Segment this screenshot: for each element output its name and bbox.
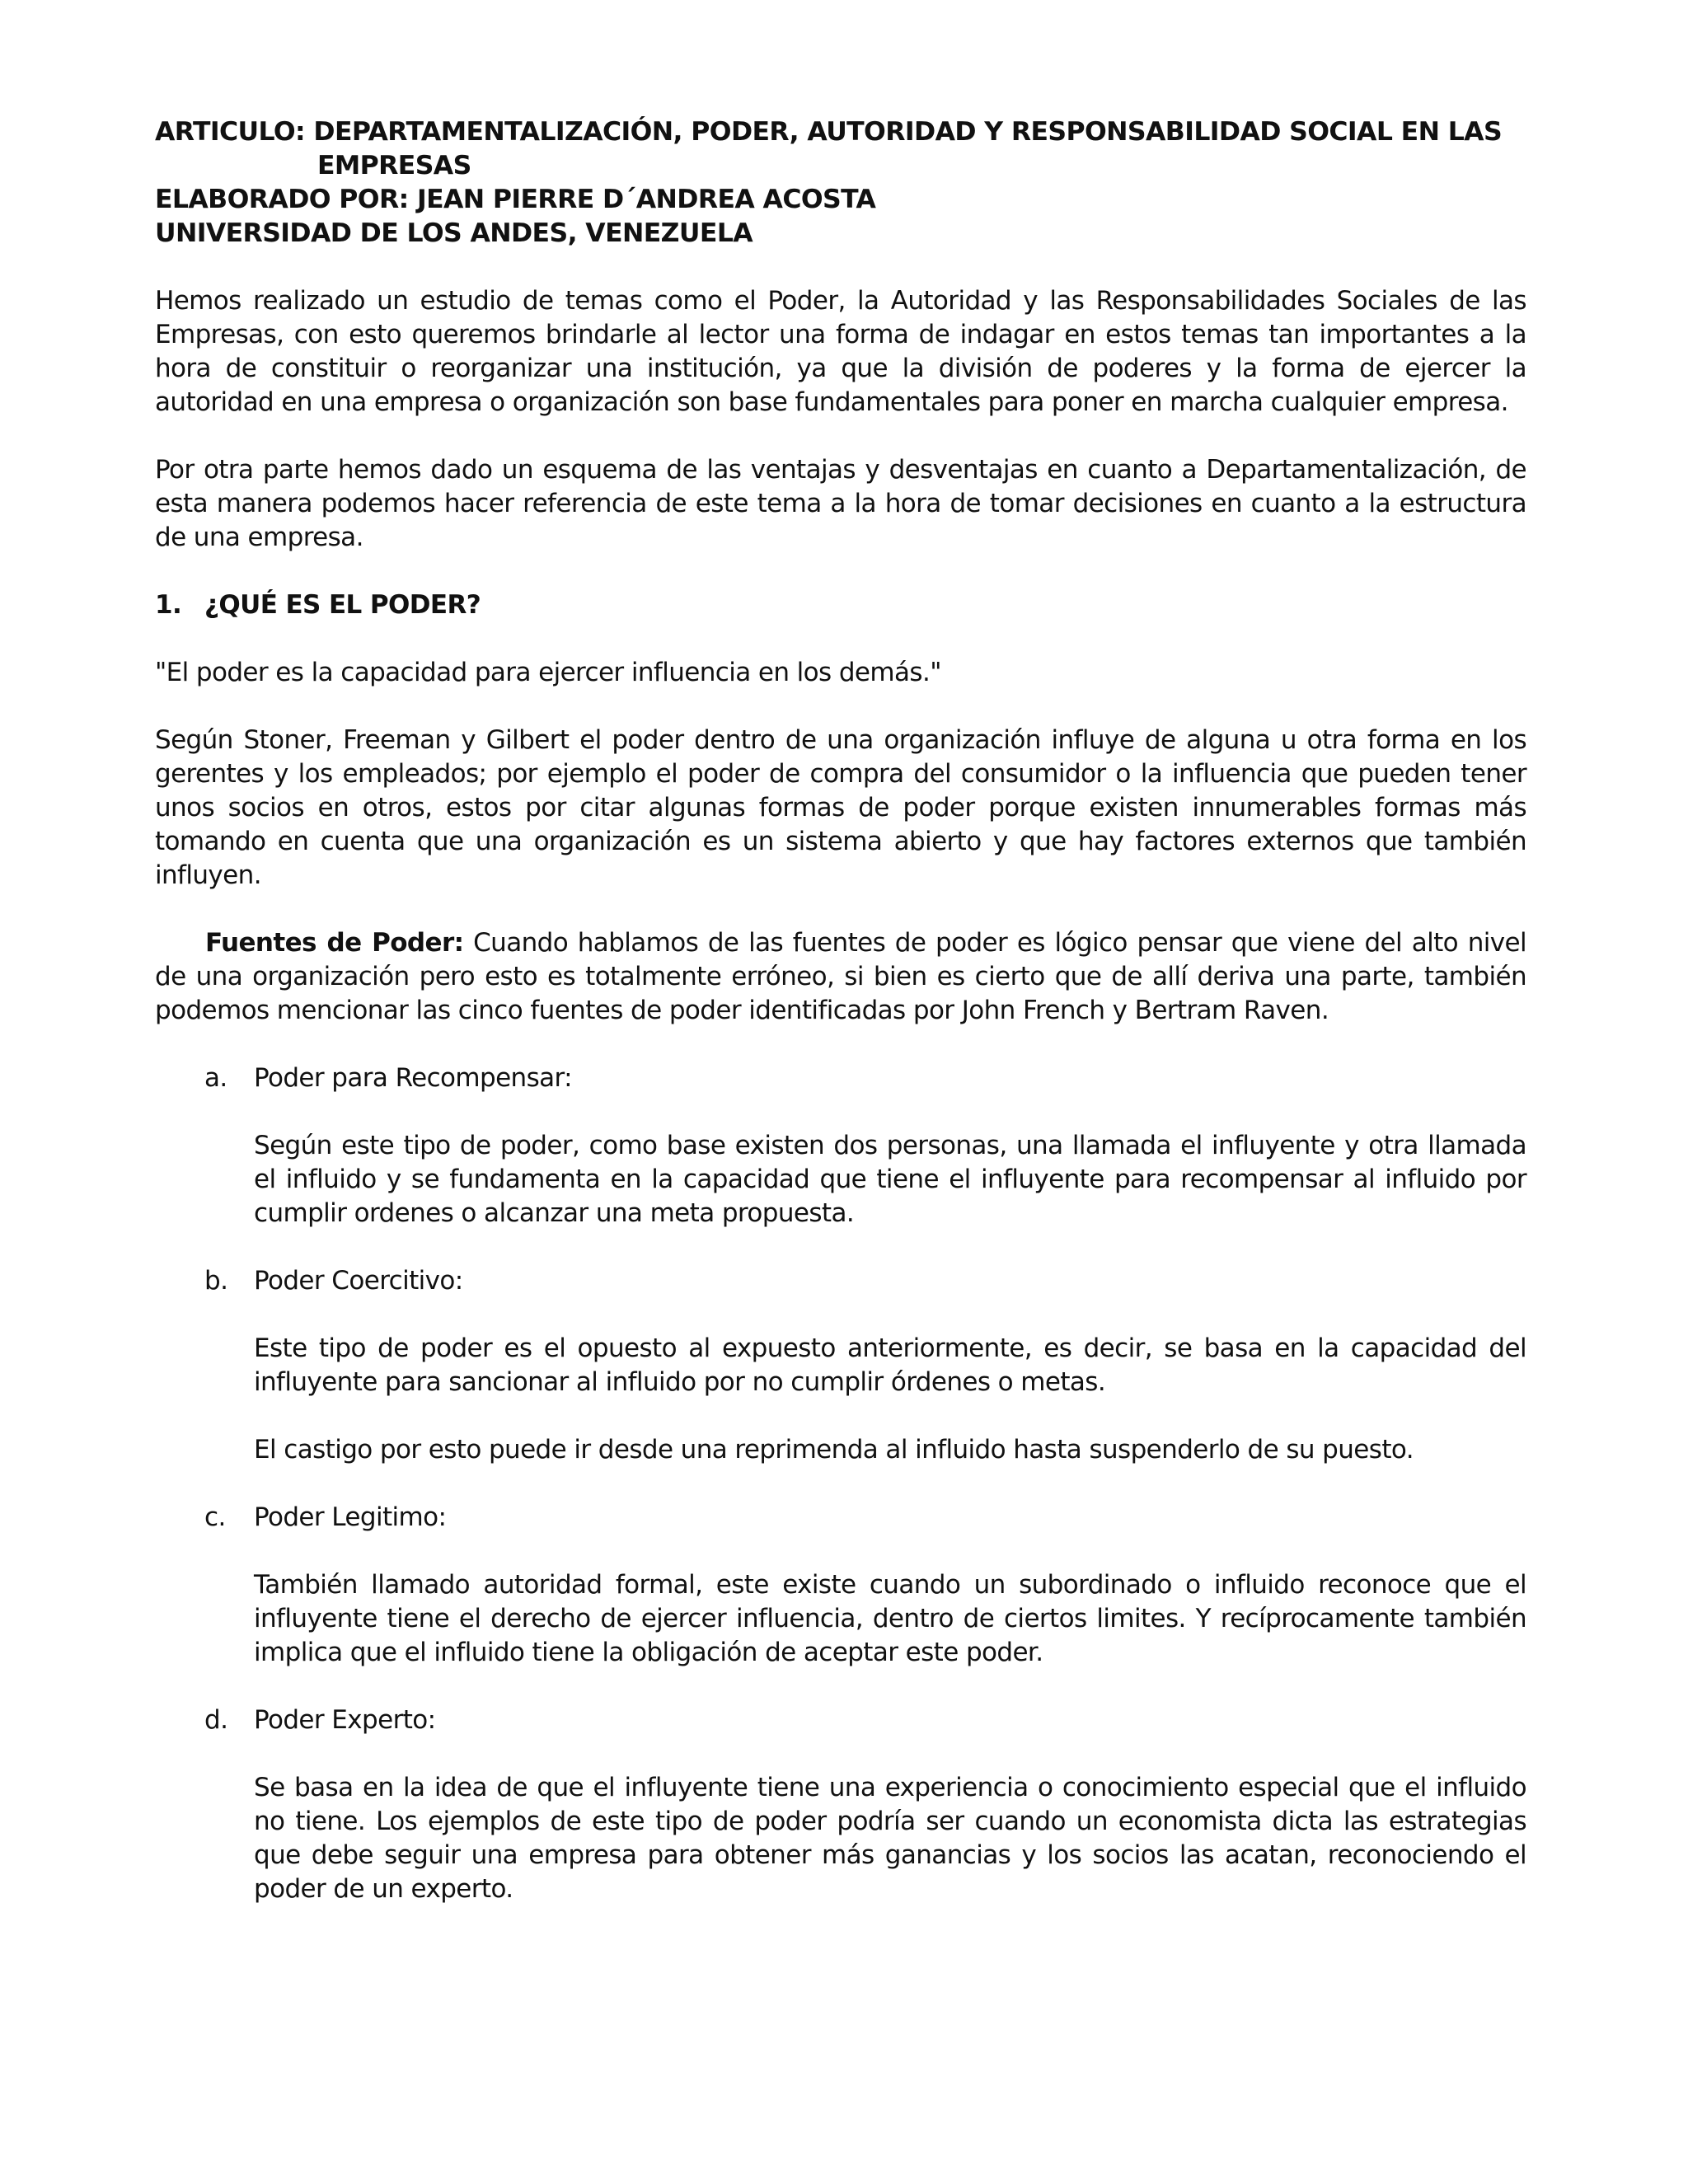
section-heading: [155, 588, 1526, 622]
list-marker: d.: [204, 1705, 228, 1735]
list-marker: c.: [204, 1502, 226, 1532]
document-body: [155, 115, 1526, 1906]
list-item-label: Poder Legitimo:: [254, 1502, 447, 1532]
intro-paragraph-2: Por otra parte hemos dado un esquema de las ventajas y desventajas en cuanto a Departamentalización, de esta manera podemos hacer referencia de este tema a la hora de tomar decisiones en cuanto a la estructura de una empresa.: [155, 455, 1526, 552]
fuentes-label: Fuentes de Poder:: [205, 928, 464, 958]
list-item-paragraph: Se basa en la idea de que el influyente tiene una experiencia o conocimiento especial que el influido no tiene. Los ejemplos de este tipo de poder podría ser cuando un economista dicta las estrategias que debe seguir una empresa para obtener más ganancias y los socios las acatan, reconociendo el poder de un experto.: [254, 1773, 1526, 1904]
article-university: UNIVERSIDAD DE LOS ANDES, VENEZUELA: [155, 218, 753, 248]
stoner-paragraph: Según Stoner, Freeman y Gilbert el poder dentro de una organización influye de alguna u otra forma en los gerentes y los empleados; por ejemplo el poder de compra del consumidor o la influencia que pueden tener unos socios en otros, estos por citar algunas formas de poder porque existen innumerables formas más tomando en cuenta que una organización es un sistema abierto y que hay factores externos que también influyen.: [155, 725, 1526, 890]
list-item-paragraph: También llamado autoridad formal, este existe cuando un subordinado o influido reconoce que el influyente tiene el derecho de ejercer influencia, dentro de ciertos limites. Y recíprocamente también implica que el influido tiene la obligación de aceptar este poder.: [254, 1570, 1526, 1667]
list-item-paragraph: Según este tipo de poder, como base existen dos personas, una llamada el influyente y otra llamada el influido y se fundamenta en la capacidad que tiene el influyente para recompensar al influido por cumplir ordenes o alcanzar una meta propuesta.: [254, 1131, 1526, 1228]
fuentes-text: Cuando hablamos de las fuentes de poder es lógico pensar que viene del alto nivel de una organización pero esto es totalmente erróneo, si bien es cierto que de allí deriva una parte, también podemos mencionar las cinco fuentes de poder identificadas por John French y Bertram Raven.: [155, 928, 1526, 1025]
list-item-paragraph: El castigo por esto puede ir desde una reprimenda al influido hasta suspenderlo de su puesto.: [254, 1435, 1414, 1465]
fuentes-paragraph: [155, 926, 1526, 1028]
power-quote: "El poder es la capacidad para ejercer influencia en los demás.": [155, 658, 941, 687]
list-item: [155, 1501, 1526, 1535]
list-item-label: Poder Experto:: [254, 1705, 436, 1735]
intro-paragraph-1: Hemos realizado un estudio de temas como el Poder, la Autoridad y las Responsabilidades Sociales de las Empresas, con esto queremos brindarle al lector una forma de indagar en estos temas tan importantes a la hora de constituir o reorganizar una institución, ya que la división de poderes y la forma de ejercer la autoridad en una empresa o organización son base fundamentales para poner en marcha cualquier empresa.: [155, 286, 1526, 417]
list-item: [155, 1062, 1526, 1095]
article-title: ARTICULO: DEPARTAMENTALIZACIÓN, PODER, AUTORIDAD Y RESPONSABILIDAD SOCIAL EN LAS EMPRESAS: [155, 117, 1503, 180]
list-item-label: Poder para Recompensar:: [254, 1063, 572, 1093]
section-title: ¿QUÉ ES EL PODER?: [204, 590, 481, 620]
list-marker: a.: [204, 1063, 227, 1093]
list-item: [155, 1704, 1526, 1737]
list-item-paragraph: Este tipo de poder es el opuesto al expuesto anteriormente, es decir, se basa en la capacidad del influyente para sancionar al influido por no cumplir órdenes o metas.: [254, 1333, 1526, 1397]
section-number: 1.: [155, 590, 182, 620]
list-marker: b.: [204, 1266, 228, 1296]
list-item: [155, 1264, 1526, 1298]
article-author: ELABORADO POR: JEAN PIERRE D´ANDREA ACOSTA: [155, 185, 876, 214]
list-item-label: Poder Coercitivo:: [254, 1266, 463, 1296]
